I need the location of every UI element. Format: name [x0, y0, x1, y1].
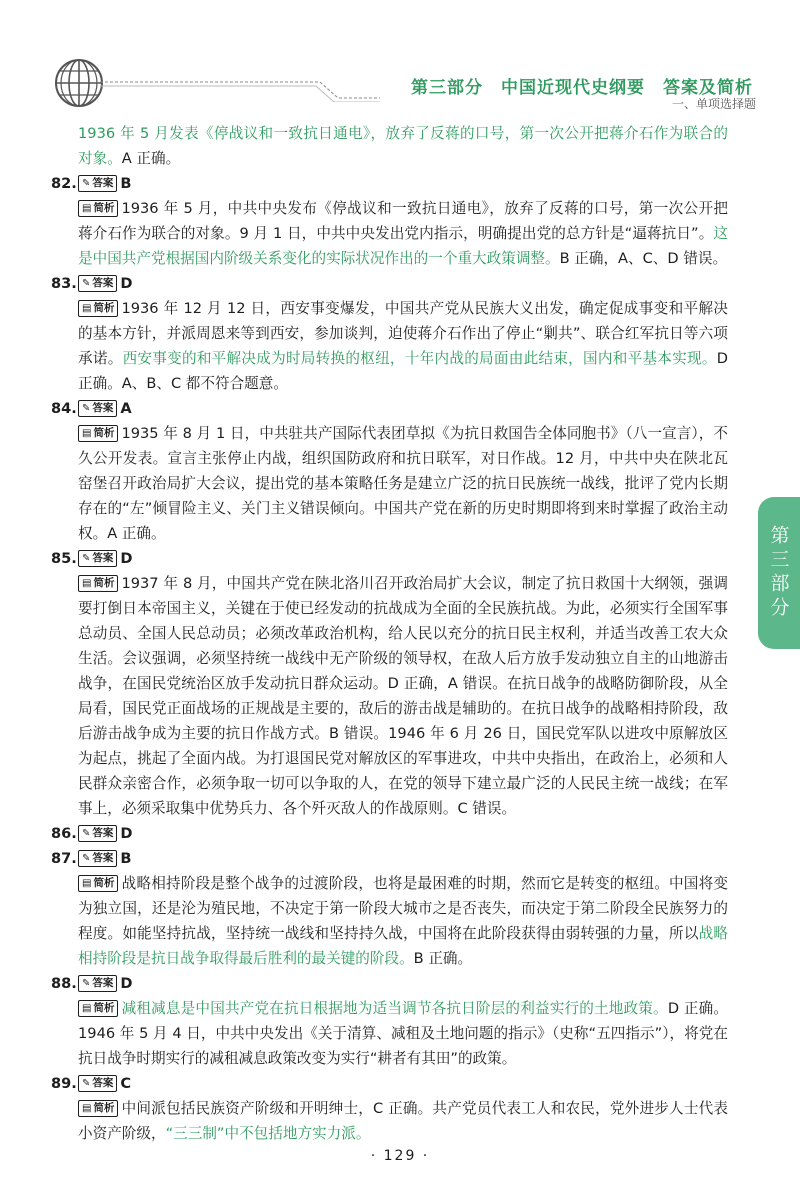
pencil-icon: ✎	[82, 178, 91, 189]
answer-tag-label: 答案	[92, 852, 114, 864]
pencil-icon: ✎	[82, 978, 91, 989]
answer-tag	[78, 550, 117, 567]
answer-tag	[78, 175, 117, 192]
analysis-text-tail: B 正确。	[413, 950, 473, 967]
page-number: · 129 ·	[370, 1148, 430, 1164]
analysis-85	[78, 571, 728, 821]
analysis-tag-label: 简析	[93, 427, 115, 439]
answer-value: B	[120, 850, 132, 867]
answer-tag-label: 答案	[92, 1077, 114, 1089]
answer-line-84	[51, 396, 728, 421]
pencil-icon: ✎	[82, 828, 91, 839]
answer-line-83	[51, 271, 728, 296]
analysis-highlight: 战略相持阶段是抗日战争取得最后胜利的最关键的阶段。	[78, 925, 728, 967]
answer-content	[51, 121, 728, 1146]
analysis-83	[78, 296, 728, 396]
book-icon: ▤	[82, 303, 92, 314]
answer-tag	[78, 850, 117, 867]
analysis-tag-label: 简析	[93, 877, 115, 889]
answer-line-88	[51, 971, 728, 996]
analysis-text: 中间派包括民族资产阶级和开明绅士，C 正确。共产党员代表工人和农民，党外进步人士代表小资产阶级，	[78, 1100, 728, 1142]
answer-line-86	[51, 821, 728, 846]
side-tab-label: 第三部分	[767, 525, 790, 621]
answer-line-85	[51, 546, 728, 571]
question-number: 84.	[51, 400, 77, 417]
answer-tag	[78, 1075, 117, 1092]
analysis-text: 1936 年 5 月，中共中央发布《停战议和一致抗日通电》，放弃了反蒋的口号，第一次公开把蒋介石作为联合的对象。9 月 1 日，中共中央发出党内指示，明确提出党的总方针是“逼蒋抗日”。	[78, 200, 728, 242]
analysis-text: 1935 年 8 月 1 日，中共驻共产国际代表团草拟《为抗日救国告全体同胞书》（八一宣言），不久公开发表。宣言主张停止内战，组织国防政府和抗日联军，对日作战。12 月，中共中央在陕北瓦窑堡召开政治局扩大会议，提出党的基本策略任务是建立广泛的抗日民族统一战线，批评了党内长期存在的“左”倾冒险主义、关门主义错误倾向。中国共产党在新的历史时期即将到来时掌握了政治主动权。A 正确。	[78, 425, 728, 542]
answer-tag	[78, 400, 117, 417]
answer-tag	[78, 825, 117, 842]
book-icon: ▤	[82, 878, 92, 889]
question-number: 88.	[51, 975, 77, 992]
question-number: 89.	[51, 1075, 77, 1092]
answer-value: A	[120, 400, 132, 417]
answer-tag-label: 答案	[92, 552, 114, 564]
answer-value: D	[120, 825, 133, 842]
answer-tag-label: 答案	[92, 977, 114, 989]
book-icon: ▤	[82, 203, 92, 214]
analysis-tag	[78, 425, 118, 442]
book-icon: ▤	[82, 1003, 92, 1014]
analysis-tag-label: 简析	[93, 1102, 115, 1114]
analysis-text-tail: D 正确。A、B、C 都不符合题意。	[78, 350, 728, 392]
question-number: 85.	[51, 550, 77, 567]
answer-tag-label: 答案	[92, 827, 114, 839]
pencil-icon: ✎	[82, 553, 91, 564]
pencil-icon: ✎	[82, 403, 91, 414]
analysis-tag-label: 简析	[93, 202, 115, 214]
analysis-82	[78, 196, 728, 271]
intro-tail: A 正确。	[121, 150, 181, 167]
answer-value: D	[120, 275, 133, 292]
analysis-tag	[78, 575, 118, 592]
analysis-tag	[78, 1000, 118, 1017]
answer-tag-label: 答案	[92, 177, 114, 189]
analysis-tag-label: 简析	[93, 302, 115, 314]
header-decoration	[100, 80, 380, 102]
answer-tag-label: 答案	[92, 402, 114, 414]
analysis-tag	[78, 1100, 118, 1117]
pencil-icon: ✎	[82, 1078, 91, 1089]
globe-logo-icon	[54, 58, 104, 108]
book-icon: ▤	[82, 428, 92, 439]
analysis-text-tail: D 正确。1946 年 5 月 4 日，中共中央发出《关于清算、减租及土地问题的指示》（史称“五四指示”），将党在抗日战争时期实行的减租减息政策改变为实行“耕者有其田”的政策。	[78, 1000, 728, 1067]
answer-value: D	[120, 550, 133, 567]
book-icon: ▤	[82, 1103, 92, 1114]
analysis-tag-label: 简析	[93, 1002, 115, 1014]
answer-value: C	[120, 1075, 132, 1092]
pencil-icon: ✎	[82, 853, 91, 864]
analysis-88	[78, 996, 728, 1071]
question-number: 87.	[51, 850, 77, 867]
analysis-highlight: 这是中国共产党根据国内阶级关系变化的实际状况作出的一个重大政策调整。	[78, 225, 728, 267]
answer-value: B	[120, 175, 132, 192]
analysis-text-tail: B 正确，A、C、D 错误。	[559, 250, 728, 267]
answer-tag	[78, 275, 117, 292]
analysis-highlight: “三三制”中不包括地方实力派。	[165, 1125, 371, 1142]
intro-paragraph	[78, 121, 728, 171]
book-icon: ▤	[82, 578, 92, 589]
analysis-highlight: 减租减息是中国共产党在抗日根据地为适当调节各抗日阶层的利益实行的土地政策。	[121, 1000, 668, 1017]
answer-tag-label: 答案	[92, 277, 114, 289]
answer-tag	[78, 975, 117, 992]
answer-value: D	[120, 975, 133, 992]
header-title: 第三部分 中国近现代史纲要 答案及简析	[411, 78, 753, 98]
analysis-tag	[78, 875, 118, 892]
analysis-87	[78, 871, 728, 971]
question-number: 83.	[51, 275, 77, 292]
intro-highlight: 1936 年 5 月发表《停战议和一致抗日通电》，放弃了反蒋的口号，第一次公开把蒋介石作为联合的对象。	[78, 125, 728, 167]
analysis-text: 1937 年 8 月，中国共产党在陕北洛川召开政治局扩大会议，制定了抗日救国十大纲领，强调要打倒日本帝国主义，关键在于使已经发动的抗战成为全面的全民族抗战。为此，必须实行全国军事总动员、全国人民总动员；必须改革政治机构，给人民以充分的抗日民主权利，并适当改善工农大众生活。会议强调，必须坚持统一战线中无产阶级的领导权，在敌人后方放手发动独立自主的山地游击战争，在国民党统治区放手发动抗日群众运动。D 正确，A 错误。在抗日战争的战略防御阶段，从全局看，国民党正面战场的正规战是主要的，敌后的游击战是辅助的。在抗日战争的战略相持阶段，敌后游击战争成为主要的抗日作战方式。B 错误。1946 年 6 月 26 日，国民党军队以进攻中原解放区为起点，挑起了全面内战。为打退国民党对解放区的军事进攻，中共中央指出，在政治上，必须和人民群众亲密合作，必须争取一切可以争取的人，在党的领导下建立最广泛的人民民主统一战线；在军事上，必须采取集中优势兵力、各个歼灭敌人的作战原则。C 错误。	[78, 575, 728, 817]
question-number: 82.	[51, 175, 77, 192]
analysis-tag-label: 简析	[93, 577, 115, 589]
pencil-icon: ✎	[82, 278, 91, 289]
analysis-text: 战略相持阶段是整个战争的过渡阶段，也将是最困难的时期，然而它是转变的枢纽。中国将变为独立国，还是沦为殖民地，不决定于第一阶段大城市之是否丧失，而决定于第二阶段全民族努力的程度。如能坚持抗战，坚持统一战线和坚持持久战，中国将在此阶段获得由弱转强的力量，所以	[78, 875, 728, 942]
analysis-tag	[78, 200, 118, 217]
answer-line-89	[51, 1071, 728, 1096]
analysis-highlight: 西安事变的和平解决成为时局转换的枢纽，十年内战的局面由此结束，国内和平基本实现。	[122, 350, 717, 367]
analysis-tag	[78, 300, 118, 317]
analysis-84	[78, 421, 728, 546]
header-subtitle: 一、单项选择题	[671, 97, 756, 111]
question-number: 86.	[51, 825, 77, 842]
analysis-89	[78, 1096, 728, 1146]
answer-line-87	[51, 846, 728, 871]
answer-line-82	[51, 171, 728, 196]
analysis-text: 1936 年 12 月 12 日，西安事变爆发，中国共产党从民族大义出发，确定促成事变和平解决的基本方针，并派周恩来等到西安，参加谈判，迫使蒋介石作出了停止“剿共”、联合红军抗日等六项承诺。	[78, 300, 728, 367]
section-side-tab	[758, 497, 800, 649]
